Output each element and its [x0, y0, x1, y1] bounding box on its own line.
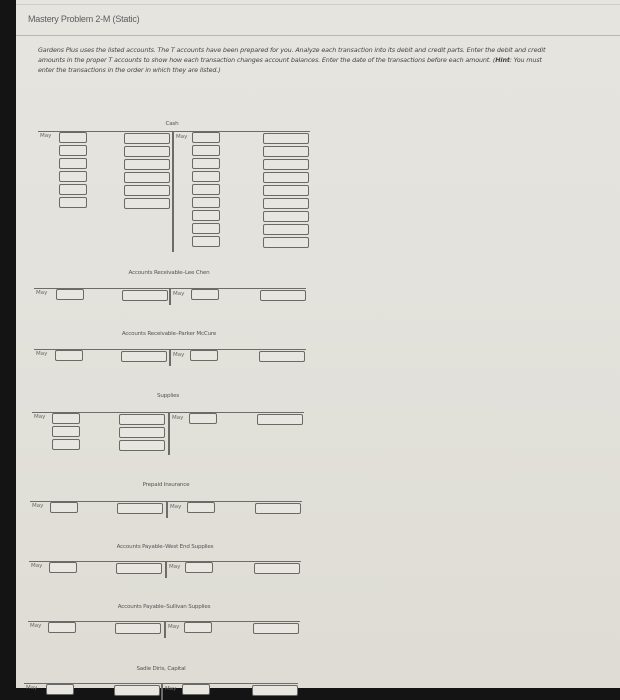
credit-month-label: May: [168, 624, 180, 630]
debit-date-input[interactable]: [46, 684, 74, 695]
debit-amount-input[interactable]: [122, 290, 168, 301]
debit-date-input[interactable]: [49, 562, 77, 573]
debit-amount-input[interactable]: [119, 440, 165, 451]
debit-amount-input[interactable]: [124, 172, 170, 183]
instructions: [38, 45, 558, 75]
debit-amount-input[interactable]: [124, 146, 170, 157]
debit-amount-input[interactable]: [124, 185, 170, 196]
debit-date-input[interactable]: [59, 184, 87, 195]
debit-month-label: May: [36, 351, 48, 357]
credit-amount-input[interactable]: [263, 237, 309, 248]
credit-amount-input[interactable]: [257, 414, 303, 425]
debit-date-input[interactable]: [52, 426, 80, 437]
debit-date-input[interactable]: [55, 350, 83, 361]
account-title: Accounts Receivable–Lee Chen: [128, 270, 210, 276]
credit-date-input[interactable]: [192, 171, 220, 182]
debit-date-input[interactable]: [59, 132, 87, 143]
screen: [16, 0, 620, 692]
account-title: Accounts Payable–West End Supplies: [116, 544, 214, 550]
debit-amount-input[interactable]: [116, 563, 162, 574]
credit-date-input[interactable]: [189, 413, 217, 424]
credit-date-input[interactable]: [190, 350, 218, 361]
t-account-vertical-line: [166, 501, 168, 518]
credit-month-label: May: [173, 291, 185, 297]
credit-date-input[interactable]: [192, 236, 220, 247]
credit-amount-input[interactable]: [260, 290, 306, 301]
debit-amount-input[interactable]: [124, 198, 170, 209]
debit-amount-input[interactable]: [119, 414, 165, 425]
credit-date-input[interactable]: [192, 197, 220, 208]
account-title: Accounts Payable–Sullivan Supplies: [117, 604, 211, 610]
debit-month-label: May: [36, 290, 48, 296]
debit-date-input[interactable]: [59, 145, 87, 156]
t-account-vertical-line: [161, 683, 163, 700]
credit-amount-input[interactable]: [263, 146, 309, 157]
credit-amount-input[interactable]: [252, 685, 298, 696]
debit-date-input[interactable]: [50, 502, 78, 513]
account-title: Prepaid Insurance: [142, 482, 190, 488]
instructions-text: Gardens Plus uses the listed accounts. The T accounts have been prepared for you. Analyze each transaction into its debit and credit parts. Enter the debit and credit amounts in the proper T accounts to show how each transaction changes account balances. Enter the date of the transactions before each amount. (: [38, 46, 546, 64]
credit-date-input[interactable]: [187, 502, 215, 513]
t-account-vertical-line: [168, 412, 170, 455]
debit-date-input[interactable]: [48, 622, 76, 633]
debit-amount-input[interactable]: [114, 685, 160, 696]
debit-month-label: May: [32, 503, 44, 509]
t-account-vertical-line: [172, 131, 174, 252]
credit-month-label: May: [176, 134, 188, 140]
credit-date-input[interactable]: [192, 158, 220, 169]
credit-date-input[interactable]: [184, 622, 212, 633]
page-title: Mastery Problem 2-M (Static): [28, 14, 140, 24]
debit-amount-input[interactable]: [121, 351, 167, 362]
t-account-vertical-line: [164, 621, 166, 638]
t-account-vertical-line: [169, 288, 171, 305]
debit-month-label: May: [34, 414, 46, 420]
account-title: Supplies: [156, 393, 180, 399]
credit-amount-input[interactable]: [263, 172, 309, 183]
credit-amount-input[interactable]: [253, 623, 299, 634]
credit-date-input[interactable]: [192, 223, 220, 234]
debit-month-label: May: [26, 685, 38, 691]
credit-date-input[interactable]: [192, 145, 220, 156]
title-bar: [16, 4, 620, 36]
credit-month-label: May: [173, 352, 185, 358]
credit-date-input[interactable]: [192, 132, 220, 143]
credit-amount-input[interactable]: [263, 224, 309, 235]
t-account-vertical-line: [165, 561, 167, 578]
credit-amount-input[interactable]: [255, 503, 301, 514]
credit-date-input[interactable]: [192, 210, 220, 221]
credit-month-label: May: [169, 564, 181, 570]
credit-month-label: May: [170, 504, 182, 510]
account-title: Accounts Receivable–Parker McCure: [121, 331, 217, 337]
account-title: Cash: [165, 121, 179, 127]
credit-amount-input[interactable]: [263, 211, 309, 222]
debit-date-input[interactable]: [59, 158, 87, 169]
debit-month-label: May: [30, 623, 42, 629]
instructions-hint-text: : You must enter the transactions in the order in which they are listed.): [38, 56, 542, 74]
credit-amount-input[interactable]: [263, 133, 309, 144]
credit-date-input[interactable]: [191, 289, 219, 300]
credit-amount-input[interactable]: [263, 159, 309, 170]
debit-amount-input[interactable]: [117, 503, 163, 514]
credit-amount-input[interactable]: [263, 185, 309, 196]
account-title: Sadie Diris, Capital: [136, 666, 186, 672]
credit-amount-input[interactable]: [259, 351, 305, 362]
credit-amount-input[interactable]: [263, 198, 309, 209]
debit-date-input[interactable]: [52, 439, 80, 450]
debit-date-input[interactable]: [52, 413, 80, 424]
debit-amount-input[interactable]: [119, 427, 165, 438]
debit-date-input[interactable]: [56, 289, 84, 300]
debit-amount-input[interactable]: [124, 133, 170, 144]
debit-date-input[interactable]: [59, 197, 87, 208]
t-account-vertical-line: [169, 349, 171, 366]
credit-month-label: May: [172, 415, 184, 421]
debit-amount-input[interactable]: [124, 159, 170, 170]
credit-date-input[interactable]: [185, 562, 213, 573]
debit-month-label: May: [31, 563, 43, 569]
debit-amount-input[interactable]: [115, 623, 161, 634]
hint-label: Hint: [495, 56, 510, 64]
credit-date-input[interactable]: [192, 184, 220, 195]
credit-date-input[interactable]: [182, 684, 210, 695]
debit-date-input[interactable]: [59, 171, 87, 182]
credit-month-label: May: [165, 686, 177, 692]
debit-month-label: May: [40, 133, 52, 139]
credit-amount-input[interactable]: [254, 563, 300, 574]
